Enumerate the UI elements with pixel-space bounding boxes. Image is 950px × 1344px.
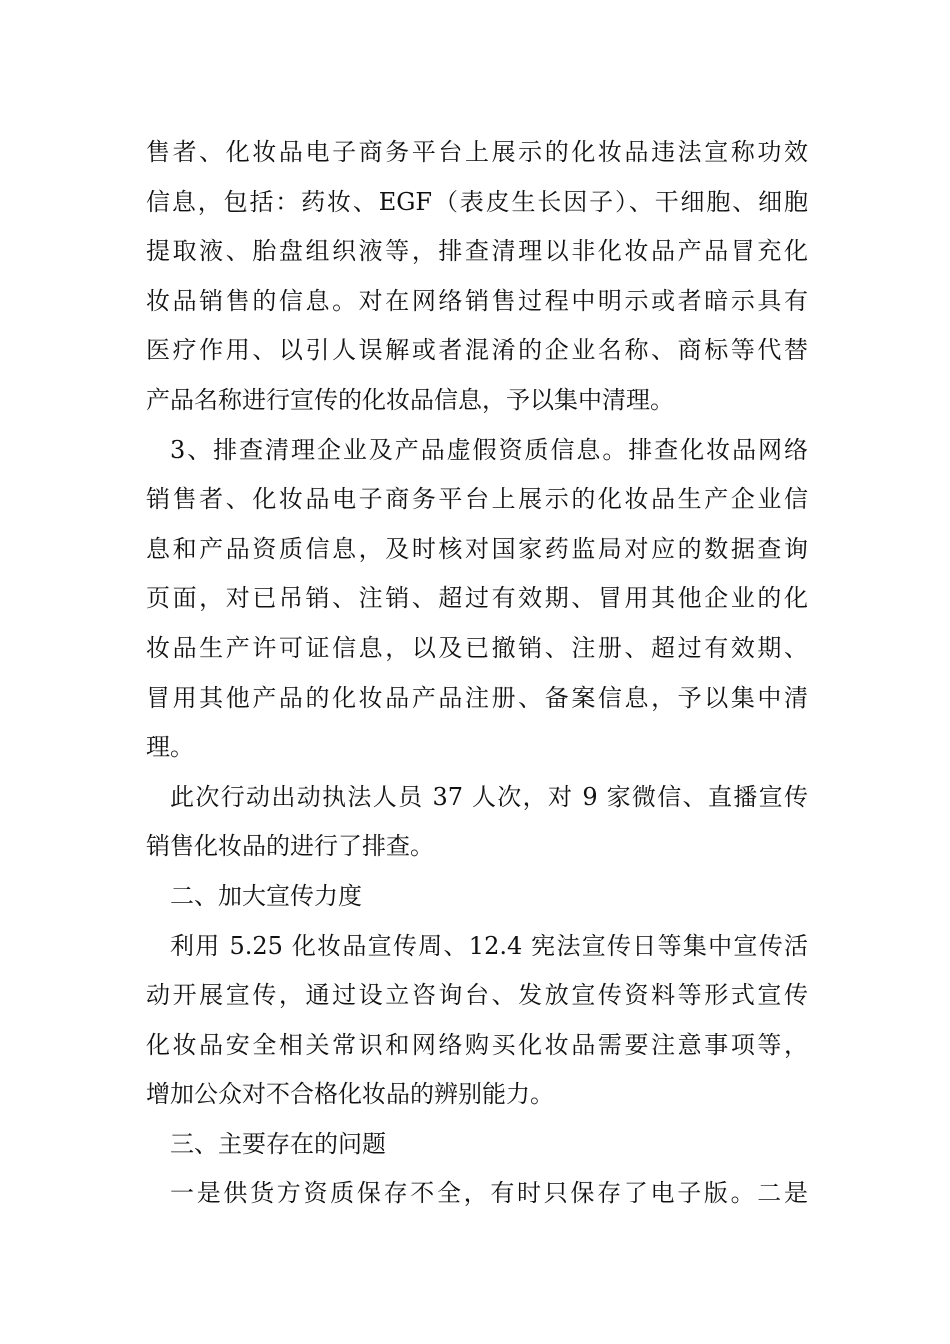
document-body [146,128,808,1219]
paragraph-start-line: 此次行动出动执法人员 37 人次，对 9 家微信、直播宣传 [170,782,808,811]
text-line: 增加公众对不合格化妆品的辨别能力。 [146,1080,554,1109]
text-line: 妆品销售的信息。对在网络销售过程中明示或者暗示具有 [146,286,808,315]
text-line: 提取液、胎盘组织液等，排查清理以非化妆品产品冒充化 [146,237,808,266]
text-line: 化妆品安全相关常识和网络购买化妆品需要注意事项等， [146,1030,808,1059]
section-heading: 三、主要存在的问题 [170,1129,386,1158]
text-line: 动开展宣传，通过设立咨询台、发放宣传资料等形式宣传 [146,981,808,1010]
text-line: 信息，包括：药妆、EGF（表皮生长因子）、干细胞、细胞 [146,187,808,216]
text-line: 售者、化妆品电子商务平台上展示的化妆品违法宣称功效 [146,138,808,166]
paragraph-start-line: 一是供货方资质保存不全，有时只保存了电子版。二是 [170,1179,808,1208]
text-line: 销售化妆品的进行了排查。 [146,832,434,861]
paragraph-start-line: 3、排查清理企业及产品虚假资质信息。排查化妆品网络 [170,435,808,464]
text-line: 产品名称进行宣传的化妆品信息，予以集中清理。 [146,385,674,414]
paragraph-start-line: 利用 5.25 化妆品宣传周、12.4 宪法宣传日等集中宣传活 [170,931,808,960]
text-line: 医疗作用、以引人误解或者混淆的企业名称、商标等代替 [146,336,808,365]
text-line: 理。 [146,733,194,762]
text-line: 页面，对已吊销、注销、超过有效期、冒用其他企业的化 [146,584,808,613]
text-line: 销售者、化妆品电子商务平台上展示的化妆品生产企业信 [146,485,808,514]
text-line: 冒用其他产品的化妆品产品注册、备案信息，予以集中清 [146,683,808,712]
text-line: 妆品生产许可证信息，以及已撤销、注册、超过有效期、 [146,633,808,662]
text-line: 息和产品资质信息，及时核对国家药监局对应的数据查询 [146,534,808,563]
section-heading: 二、加大宣传力度 [170,881,362,910]
